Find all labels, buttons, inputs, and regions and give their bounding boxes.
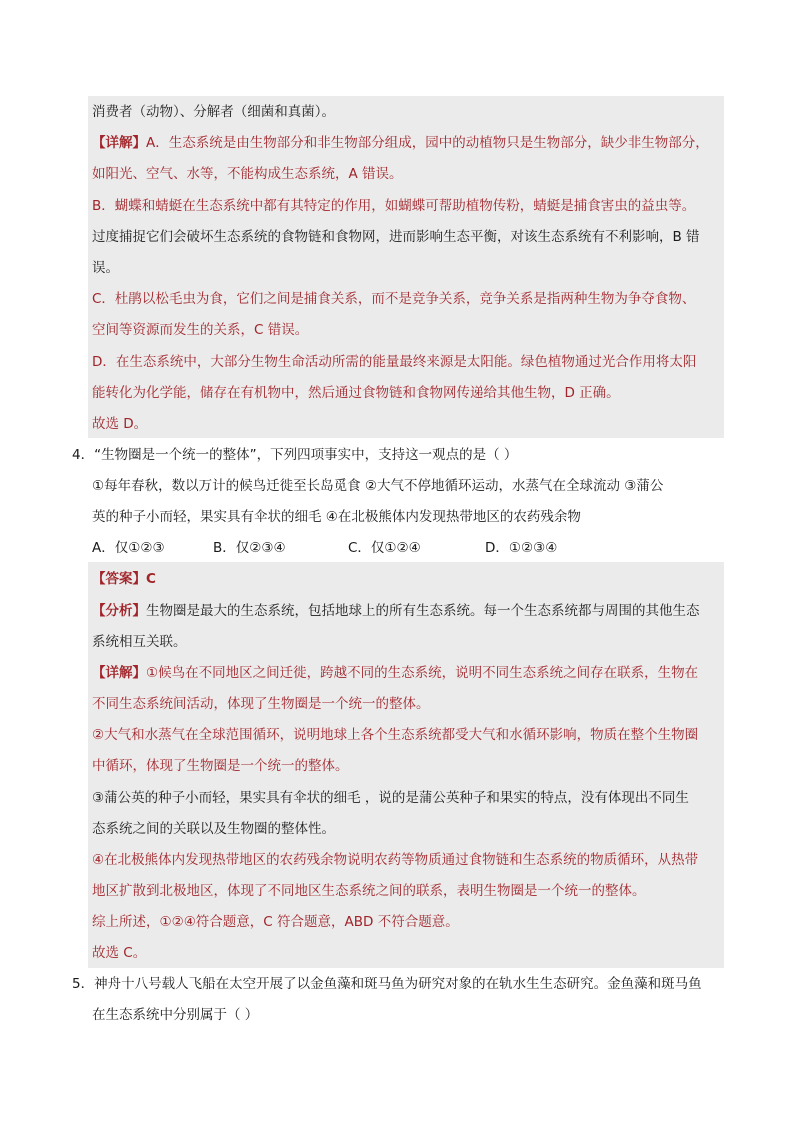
answer-value: C — [146, 571, 156, 587]
detail-line: 如阳光、空气、水等，不能构成生态系统，A 错误。 — [92, 166, 403, 182]
text-line: 消费者（动物）、分解者（细菌和真菌）。 — [92, 104, 335, 120]
detail-line: ④在北极熊体内发现热带地区的农药残余物说明农药等物质通过食物链和生态系统的物质循环，从热带 — [92, 852, 699, 868]
detail-line: 故选 D。 — [92, 416, 148, 432]
detail-line: D．在生态系统中，大部分生物生命活动所需的能量最终来源是太阳能。绿色植物通过光合作用将太阳 — [92, 354, 697, 370]
detail-line: 能转化为化学能，储存在有机物中，然后通过食物链和食物网传递给其他生物，D 正确。 — [92, 385, 620, 401]
detail-line: 地区扩散到北极地区，体现了不同地区生态系统之间的联系，表明生物圈是一个统一的整体。 — [92, 883, 646, 899]
question-4-options — [92, 537, 557, 559]
question-number: 5． — [72, 976, 95, 992]
option-b: B．仅②③④ — [213, 540, 286, 556]
option-a: A．仅①②③ — [92, 540, 165, 556]
question-5-stem: 在生态系统中分别属于（ ） — [92, 1007, 259, 1023]
answer-line — [92, 568, 156, 590]
detail-line: C．杜鹃以松毛虫为食，它们之间是捕食关系，而不是竞争关系，竞争关系是指两种生物为争夺食物、 — [92, 291, 696, 307]
analysis-line: 系统相互关联。 — [92, 634, 187, 650]
detail-line: 不同生态系统间活动，体现了生物圈是一个统一的整体。 — [92, 696, 430, 712]
detail-line: ②大气和水蒸气在全球范围循环，说明地球上各个生态系统都受大气和水循环影响，物质在整个生物圈 — [92, 727, 699, 743]
detail-tag: 【详解】 — [92, 135, 146, 151]
option-d: D．①②③④ — [485, 540, 558, 556]
answer-tag: 【答案】 — [92, 571, 146, 587]
question-4-stem: 英的种子小而轻，果实具有伞状的细毛 ④在北极熊体内发现热带地区的农药残余物 — [92, 509, 581, 525]
option-c: C．仅①②④ — [348, 540, 421, 556]
detail-line: 综上所述，①②④符合题意，C 符合题意，ABD 不符合题意。 — [92, 914, 459, 930]
detail-line: 【详解】①候鸟在不同地区之间迁徙，跨越不同的生态系统，说明不同生态系统之间存在联系，生物在 — [92, 665, 699, 681]
detail-line: ③蒲公英的种子小而轻，果实具有伞状的细毛 ，说的是蒲公英种子和果实的特点，没有体现出不同生 — [92, 790, 689, 806]
detail-line: 误。 — [92, 260, 119, 276]
detail-line: 【详解】A．生态系统是由生物部分和非生物部分组成，园中的动植物只是生物部分，缺少非生物部分， — [92, 135, 709, 151]
detail-line: 态系统之间的关联以及生物圈的整体性。 — [92, 821, 335, 837]
question-4-stem: 4．“生物圈是一个统一的整体”，下列四项事实中，支持这一观点的是（ ） — [72, 447, 518, 463]
detail-line: 故选 C。 — [92, 945, 147, 961]
question-5-stem: 5．神舟十八号载人飞船在太空开展了以金鱼藻和斑马鱼为研究对象的在轨水生生态研究。金鱼藻和斑马鱼 — [72, 976, 702, 992]
detail-tag: 【详解】 — [92, 665, 146, 681]
detail-line: 空间等资源而发生的关系，C 错误。 — [92, 322, 309, 338]
question-number: 4． — [72, 447, 95, 463]
question-4-stem: ①每年春秋，数以万计的候鸟迁徙至长岛觅食 ②大气不停地循环运动，水蒸气在全球流动 ③蒲公 — [92, 478, 664, 494]
analysis-line: 【分析】生物圈是最大的生态系统，包括地球上的所有生态系统。每一个生态系统都与周围的其他生态 — [92, 603, 700, 619]
detail-line: 中循环，体现了生物圈是一个统一的整体。 — [92, 758, 349, 774]
analysis-tag: 【分析】 — [92, 603, 146, 619]
detail-line: B．蝴蝶和蜻蜓在生态系统中都有其特定的作用，如蝴蝶可帮助植物传粉，蜻蜓是捕食害虫的益虫等。 — [92, 198, 696, 214]
detail-line: 过度捕捉它们会破坏生态系统的食物链和食物网，进而影响生态平衡，对该生态系统有不利影响，B 错 — [92, 229, 700, 245]
